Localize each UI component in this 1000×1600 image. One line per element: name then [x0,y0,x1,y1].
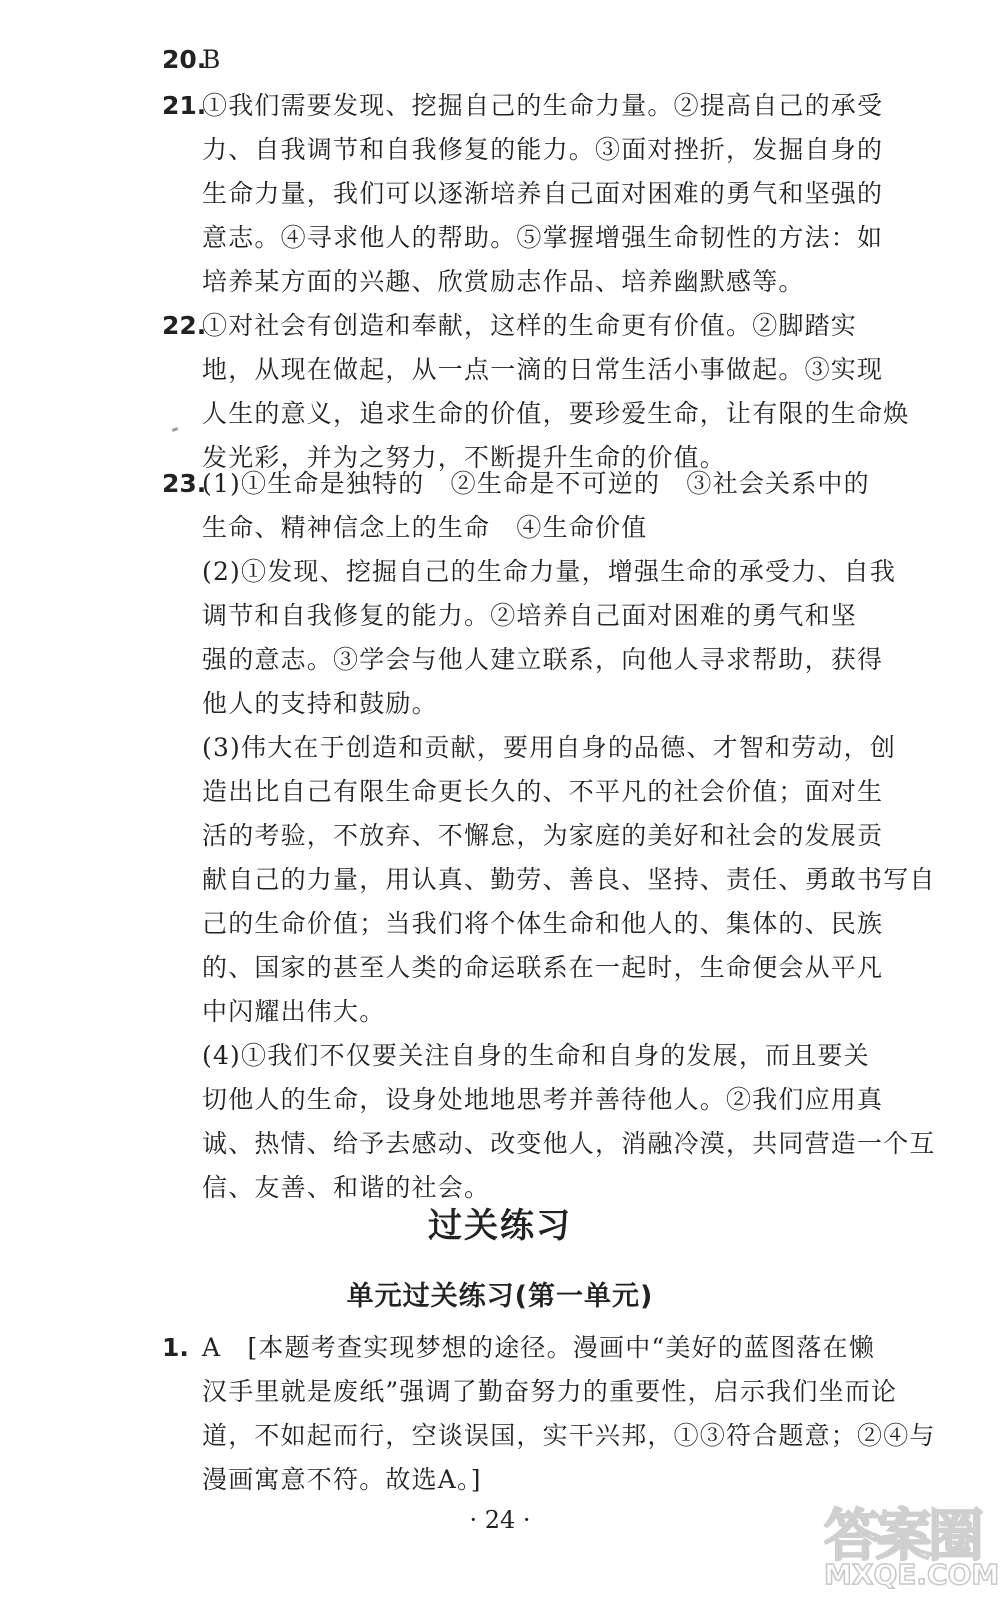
page-number: · 24 · [469,1506,531,1534]
watermark-url: MXQE.COM [824,1558,1000,1591]
q1-number: 1. [162,1333,189,1362]
q20-number: 20. [162,45,207,74]
q22-number: 22. [162,311,207,340]
q23-number: 23. [162,469,207,498]
q23-line: 他人的支持和鼓励。 [202,689,438,718]
watermark-glyphs: 答案圈 [824,1504,980,1569]
q23-line: 信、友善、和谐的社会。 [202,1173,491,1202]
q23-line: 活的考验，不放弃、不懈怠，为家庭的美好和社会的发展贡 [202,821,884,850]
q23-line: 切他人的生命，设身处地地思考并善待他人。②我们应用真 [202,1085,884,1114]
q23-line: 生命、精神信念上的生命 ④生命价值 [202,513,648,542]
q23-line: (1)①生命是独特的 ②生命是不可逆的 ③社会关系中的 [202,469,870,498]
q22-line: 发光彩，并为之努力，不断提升生命的价值。 [202,443,727,472]
q23-line: 造出比自己有限生命更长久的、不平凡的社会价值；面对生 [202,777,884,806]
q23-line: (4)①我们不仅要关注自身的生命和自身的发展，而且要关 [202,1041,870,1070]
q21-line: 生命力量，我们可以逐渐培养自己面对困难的勇气和坚强的 [202,179,884,208]
q21-line: 意志。④寻求他人的帮助。⑤掌握增强生命韧性的方法：如 [202,223,884,252]
q23-line: (2)①发现、挖掘自己的生命力量，增强生命的承受力、自我 [202,557,897,586]
q21-line: 力、自我调节和自我修复的能力。③面对挫折，发掘自身的 [202,135,884,164]
watermark-logo [820,1492,1000,1592]
q23-line: 中闪耀出伟大。 [202,997,386,1026]
scan-speck [172,427,179,432]
q21-line: 培养某方面的兴趣、欣赏励志作品、培养幽默感等。 [202,267,805,296]
q21-number: 21. [162,91,207,120]
q23-line: 己的生命价值；当我们将个体生命和他人的、集体的、民族 [202,909,884,938]
q1-line: A [本题考查实现梦想的途径。漫画中“美好的蓝图落在懒 [202,1333,875,1362]
q21-line: ①我们需要发现、挖掘自己的生命力量。②提高自己的承受 [202,91,884,120]
subsection-title: 单元过关练习(第一单元) [346,1281,654,1312]
q23-line: 的、国家的甚至人类的命运联系在一起时，生命便会从平凡 [202,953,884,982]
q23-line: 献自己的力量，用认真、勤劳、善良、坚持、责任、勇敢书写自 [202,865,936,894]
q1-line: 汉手里就是废纸”强调了勤奋努力的重要性，启示我们坐而论 [202,1377,898,1406]
q23-line: 强的意志。③学会与他人建立联系，向他人寻求帮助，获得 [202,645,884,674]
q23-line: 诚、热情、给予去感动、改变他人，消融冷漠，共同营造一个互 [202,1129,936,1158]
q20-answer: B [202,45,221,74]
q1-line: 漫画寓意不符。故选A。] [202,1465,482,1494]
q23-line: 调节和自我修复的能力。②培养自己面对困难的勇气和坚 [202,601,858,630]
q22-line: 地，从现在做起，从一点一滴的日常生活小事做起。③实现 [202,355,884,384]
section-title: 过关练习 [428,1206,572,1246]
q22-line: 人生的意义，追求生命的价值，要珍爱生命，让有限的生命焕 [202,399,910,428]
q23-line: (3)伟大在于创造和贡献，要用自身的品德、才智和劳动，创 [202,733,897,762]
q1-line: 道，不如起而行，空谈误国，实干兴邦，①③符合题意；②④与 [202,1421,936,1450]
q22-line: ①对社会有创造和奉献，这样的生命更有价值。②脚踏实 [202,311,858,340]
